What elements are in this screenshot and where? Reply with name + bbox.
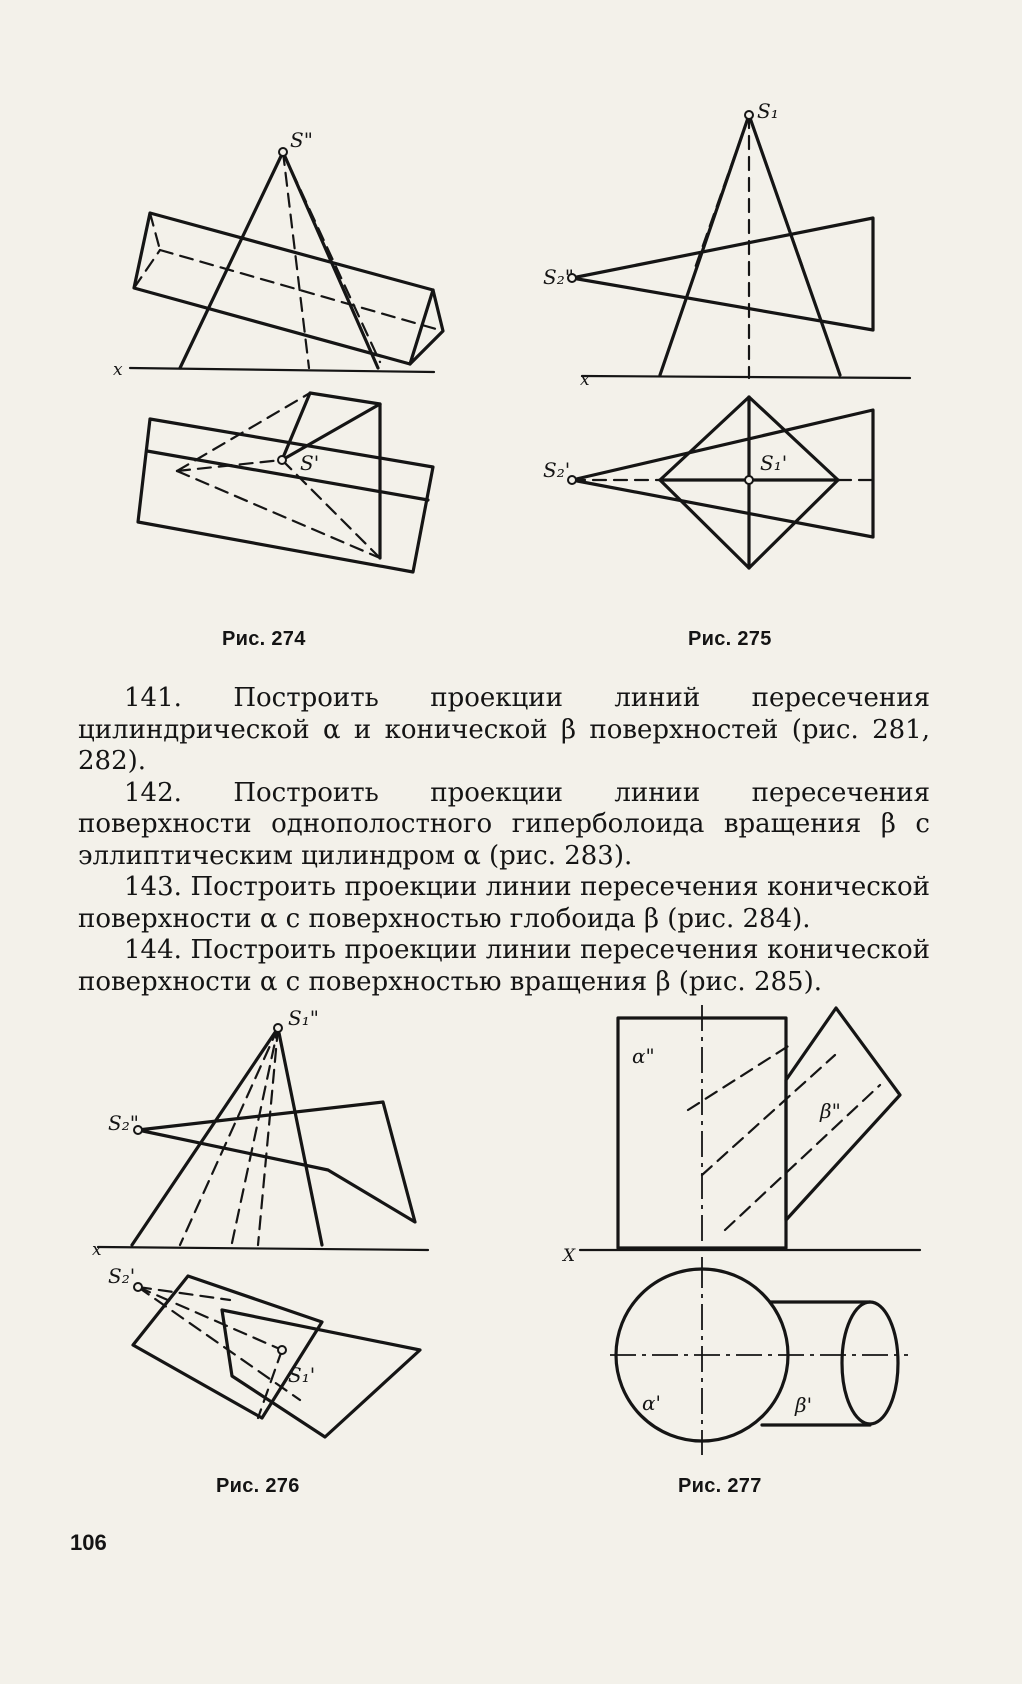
problem-143: 143. Построить проекции линии пересечения конической поверхности α с поверхностью глобоида β (рис. 284). <box>78 872 930 934</box>
problem-142: 142. Построить проекции линии пересечения поверхности однополостного гиперболоида вращения β с эллиптическим цилиндром α (рис. 283). <box>78 777 930 871</box>
figure-276-caption: Рис. 276 <box>216 1475 300 1497</box>
apex-label-top: S' <box>300 451 320 475</box>
alpha-label-front: α" <box>632 1044 655 1068</box>
apex2-label-top: S₂' <box>108 1264 136 1288</box>
beta-label-top: β' <box>795 1393 813 1417</box>
problem-144: 144. Построить проекции линии пересечения конической поверхности α с поверхностью вращения β (рис. 285). <box>78 935 930 997</box>
figure-274-caption: Рис. 274 <box>222 628 306 650</box>
figure-275-caption: Рис. 275 <box>688 628 772 650</box>
problem-141: 141. Построить проекции линий пересечения цилиндрической α и конической β поверхностей (рис. 281, 282). <box>78 683 930 776</box>
alpha-label-top: α' <box>642 1391 662 1415</box>
apex2-label-front: S₂" <box>108 1111 139 1135</box>
axis-label: x <box>580 370 590 390</box>
axis-label: X <box>563 1246 576 1266</box>
axis-label: x <box>92 1240 102 1260</box>
apex1-label-top: S₁' <box>760 451 788 475</box>
figure-277-caption: Рис. 277 <box>678 1475 762 1497</box>
axis-label: x <box>113 360 123 380</box>
page-number: 106 <box>70 1530 107 1555</box>
apex-label-front: S" <box>290 128 313 152</box>
apex1-label-top: S₁' <box>288 1363 316 1387</box>
beta-label-front: β" <box>820 1099 841 1123</box>
apex2-label-front: S₂" <box>543 265 574 289</box>
apex1-label-front: S₁" <box>288 1006 319 1030</box>
apex1-label: S₁ <box>757 99 779 123</box>
apex2-label-top: S₂' <box>543 458 571 482</box>
